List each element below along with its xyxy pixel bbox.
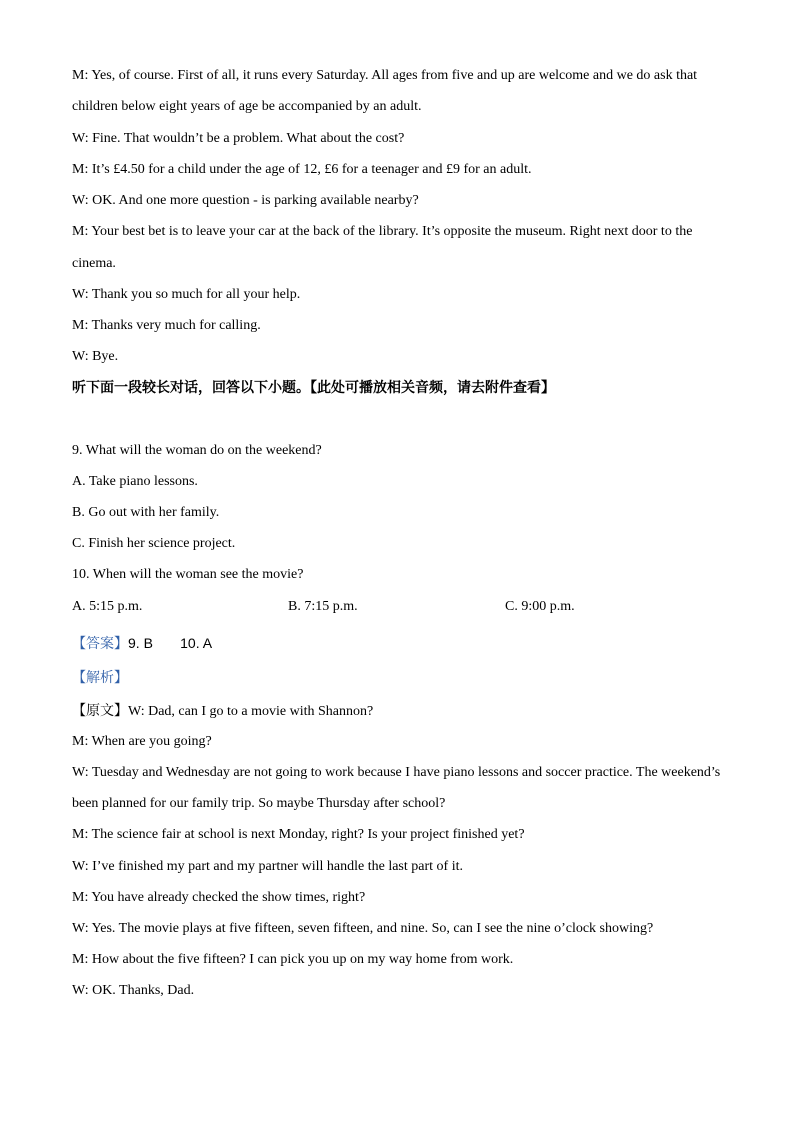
dialogue-line: W: Bye. xyxy=(72,349,119,364)
dialogue-line: M: Yes, of course. First of all, it runs every Saturday. All ages from five and up are welcome and we do ask that xyxy=(72,68,698,83)
question-10: 10. When will the woman see the movie? xyxy=(72,567,304,582)
dialogue-line: W: Fine. That wouldn’t be a problem. What about the cost? xyxy=(72,131,405,146)
analysis-tag: 【解析】 xyxy=(72,670,128,686)
dialogue-line: W: Tuesday and Wednesday are not going to work because I have piano lessons and soccer practice. The weekend’s xyxy=(72,765,721,780)
q10-option-a: A. 5:15 p.m. xyxy=(72,599,143,614)
dialogue-line: M: When are you going? xyxy=(72,734,212,749)
q10-option-b: B. 7:15 p.m. xyxy=(288,599,358,614)
original-tag: 【原文】 xyxy=(72,703,128,719)
q10-option-c: C. 9:00 p.m. xyxy=(505,599,575,614)
dialogue-line: W: Yes. The movie plays at five fifteen, seven fifteen, and nine. So, can I see the nine o’clock showing? xyxy=(72,921,654,936)
dialogue-line: W: Thank you so much for all your help. xyxy=(72,287,301,302)
dialogue-line: M: The science fair at school is next Monday, right? Is your project finished yet? xyxy=(72,827,525,842)
answer-line xyxy=(72,634,212,654)
question-9: 9. What will the woman do on the weekend? xyxy=(72,443,322,458)
listening-instruction: 听下面一段较长对话，回答以下小题。【此处可播放相关音频，请去附件查看】 xyxy=(72,380,555,396)
dialogue-line: children below eight years of age be accompanied by an adult. xyxy=(72,99,422,114)
dialogue-line: W: OK. Thanks, Dad. xyxy=(72,983,195,998)
dialogue-line: M: You have already checked the show times, right? xyxy=(72,890,366,905)
q9-option-b: B. Go out with her family. xyxy=(72,505,220,520)
q9-option-a: A. Take piano lessons. xyxy=(72,474,198,489)
dialogue-line: M: Thanks very much for calling. xyxy=(72,318,261,333)
dialogue-line: W: OK. And one more question - is parking available nearby? xyxy=(72,193,419,208)
dialogue-line: W: Dad, can I go to a movie with Shannon? xyxy=(128,704,374,719)
dialogue-line: M: How about the five fifteen? I can pick you up on my way home from work. xyxy=(72,952,514,967)
q9-option-c: C. Finish her science project. xyxy=(72,536,236,551)
dialogue-line: been planned for our family trip. So maybe Thursday after school? xyxy=(72,796,446,811)
answer-values: 9. B 10. A xyxy=(128,635,213,651)
dialogue-line: W: I’ve finished my part and my partner will handle the last part of it. xyxy=(72,859,463,874)
answer-tag: 【答案】 xyxy=(72,636,128,652)
original-first-line xyxy=(72,702,373,721)
dialogue-line: cinema. xyxy=(72,256,116,271)
dialogue-line: M: It’s £4.50 for a child under the age of 12, £6 for a teenager and £9 for an adult. xyxy=(72,162,532,177)
dialogue-line: M: Your best bet is to leave your car at the back of the library. It’s opposite the museum. Right next door to the xyxy=(72,224,693,239)
